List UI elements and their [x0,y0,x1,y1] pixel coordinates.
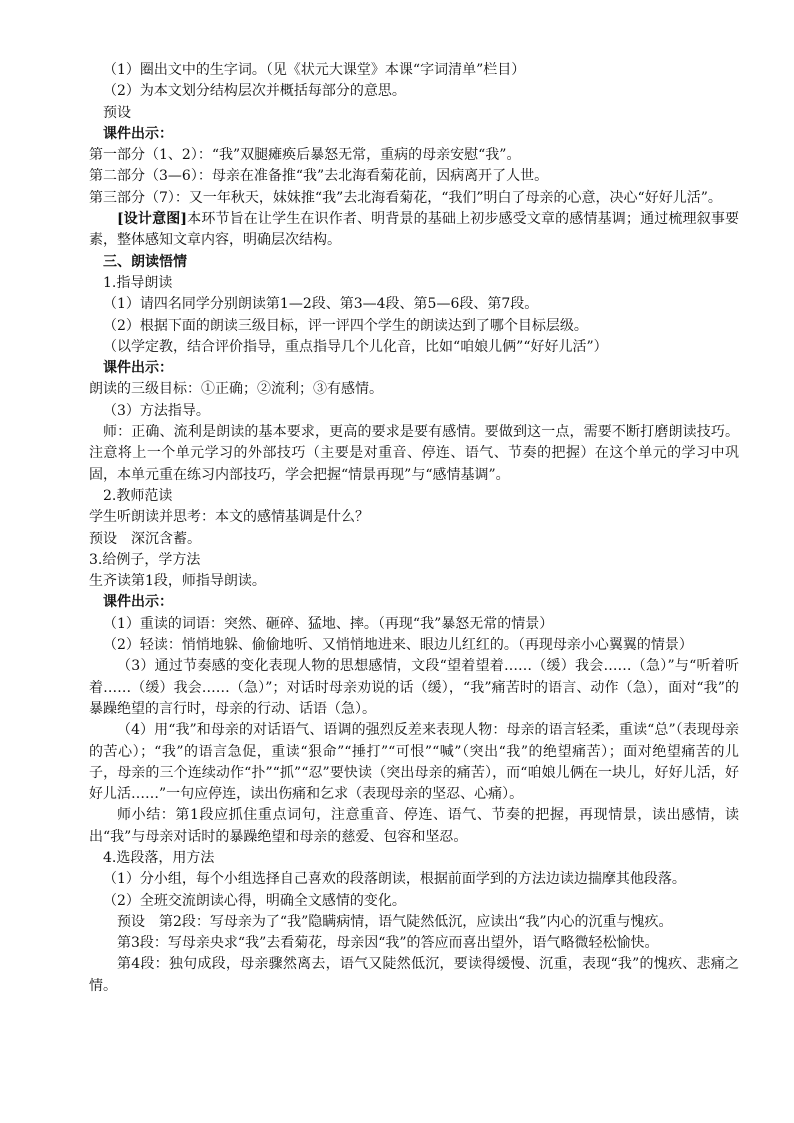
paragraph-text: （1）请四名同学分别朗读第1—2段、第3—4段、第5—6段、第7段。 [103,296,539,313]
paragraph-22 [89,571,739,592]
paragraph-21 [89,550,739,571]
paragraph-4 [89,124,739,145]
paragraph-text: 生齐读第1段，师指导朗读。 [89,573,266,590]
paragraph-13 [89,337,739,358]
paragraph-text: 预设 深沉含蓄。 [89,530,201,547]
paragraph-14 [89,358,739,379]
paragraph-27 [89,720,739,805]
paragraph-33 [89,933,739,954]
paragraph-text: 师小结：第1段应抓住重点词句，注意重音、停连、语气、节奏的把握，再现情景，读出感情，读出“我”与母亲对话时的暴躁绝望和母亲的慈爱、包容和坚忍。 [89,807,739,845]
paragraph-text: （1）圈出文中的生字词。（见《状元大课堂》本课“字词清单”栏目） [103,62,526,78]
paragraph-text: 预设 第2段：写母亲为了“我”隐瞒病情，语气陡然低沉，应读出“我”内心的沉重与愧疚。 [117,913,673,930]
paragraph-15 [89,379,739,400]
paragraph-text: （3）方法指导。 [103,402,210,419]
paragraph-text: （2）为本文划分结构层次并概括每部分的意思。 [103,83,406,100]
design-intent-label: [设计意图] [117,211,188,228]
paragraph-3 [89,103,739,124]
paragraph-text: 三、朗读悟情 [103,253,187,270]
paragraph-text: 课件出示： [103,594,173,611]
paragraph-18 [89,486,739,507]
paragraph-16 [89,401,739,422]
paragraph-text: （3）通过节奏感的变化表现人物的思想感情，文段“望着望着……（缓）我会……（急）”与“听着听着……（缓）我会……（急）”；对话时母亲劝说的话（缓），“我”痛苦时的语言、动作（急），面对“我”的暴躁绝望的言行时，母亲的行动、话语（急）。 [89,658,739,717]
paragraph-19 [89,507,739,528]
paragraph-29 [89,848,739,869]
paragraph-text: 课件出示： [103,360,173,377]
paragraph-text: 本环节旨在让学生在识作者、明背景的基础上初步感受文章的感情基调；通过梳理叙事要素，整体感知文章内容，明确层次结构。 [89,211,739,249]
paragraph-17 [89,422,739,486]
paragraph-text: 1.指导朗读 [103,274,173,291]
paragraph-34 [89,954,739,997]
paragraph-23 [89,592,739,613]
paragraph-text: 第4段：独句成段，母亲骤然离去，语气又陡然低沉，要读得缓慢、沉重，表现“我”的愧疚、悲痛之情。 [89,956,739,994]
paragraph-text: （4）用“我”和母亲的对话语气、语调的强烈反差来表现人物：母亲的语言轻柔，重读“总”（表现母亲的苦心）；“我”的语言急促，重读“狠命”“捶打”“可恨”“喊”（突出“我”的绝望痛苦）；面对绝望痛苦的儿子，母亲的三个连续动作“扑”“抓”“忍”要快读（突出母亲的痛苦），而“咱娘儿俩在一块儿，好好儿活，好好儿活……”一句应停连，读出伤痛和乞求（表现母亲的坚忍、心痛）。 [89,722,739,803]
paragraph-24 [89,614,739,635]
paragraph-text: 预设 [103,104,131,121]
paragraph-text: 学生听朗读并思考：本文的感情基调是什么？ [89,509,369,526]
paragraph-6 [89,166,739,187]
paragraph-text: 第二部分（3—6）：母亲在准备推“我”去北海看菊花前，因病离开了人世。 [89,168,549,185]
paragraph-25 [89,635,739,656]
paragraph-11 [89,294,739,315]
paragraph-7 [89,188,739,209]
paragraph-text: 第三部分（7）：又一年秋天，妹妹推“我”去北海看菊花，“我们”明白了母亲的心意，决心“好好儿活”。 [89,189,722,206]
document-page [89,60,739,997]
paragraph-28 [89,805,739,848]
paragraph-text: 2.教师范读 [103,487,173,504]
paragraph-text: （以学定教，结合评价指导，重点指导几个儿化音，比如“咱娘儿俩”“好好儿活”） [103,338,608,355]
paragraph-2 [89,81,739,102]
paragraph-9 [89,252,739,273]
paragraph-text: 课件出示： [103,125,173,142]
paragraph-text: （2）根据下面的朗读三级目标，评一评四个学生的朗读达到了哪个目标层级。 [103,317,588,334]
paragraph-26 [89,656,739,720]
paragraph-1 [89,60,739,81]
paragraph-text: 师：正确、流利是朗读的基本要求，更高的要求是要有感情。要做到这一点，需要不断打磨朗读技巧。注意将上一个单元学习的外部技巧（主要是对重音、停连、语气、节奏的把握）在这个单元的学习中巩固，本单元重在练习内部技巧，学会把握“情景再现”与“感情基调”。 [89,424,739,483]
paragraph-30 [89,869,739,890]
paragraph-31 [89,891,739,912]
paragraph-12 [89,316,739,337]
paragraph-text: （1）分小组，每个小组选择自己喜欢的段落朗读，根据前面学到的方法边读边揣摩其他段落。 [103,871,686,888]
paragraph-text: （2）轻读：悄悄地躲、偷偷地听、又悄悄地进来、眼边儿红红的。（再现母亲小心翼翼的情景） [103,637,693,654]
paragraph-8 [89,209,739,252]
paragraph-5 [89,145,739,166]
paragraph-32 [89,912,739,933]
paragraph-text: 朗读的三级目标：①正确；②流利；③有感情。 [89,381,383,398]
paragraph-text: 第3段：写母亲央求“我”去看菊花，母亲因“我”的答应而喜出望外，语气略微轻松愉快。 [117,935,659,952]
paragraph-text: （2）全班交流朗读心得，明确全文感情的变化。 [103,892,406,909]
paragraph-text: 3.给例子，学方法 [89,551,201,568]
paragraph-10 [89,273,739,294]
paragraph-text: （1）重读的词语：突然、砸碎、猛地、摔。（再现“我”暴怒无常的情景） [103,615,554,632]
paragraph-text: 4.选段落，用方法 [103,849,215,866]
paragraph-20 [89,529,739,550]
paragraph-text: 第一部分（1、2）：“我”双腿瘫痪后暴怒无常，重病的母亲安慰“我”。 [89,147,521,164]
